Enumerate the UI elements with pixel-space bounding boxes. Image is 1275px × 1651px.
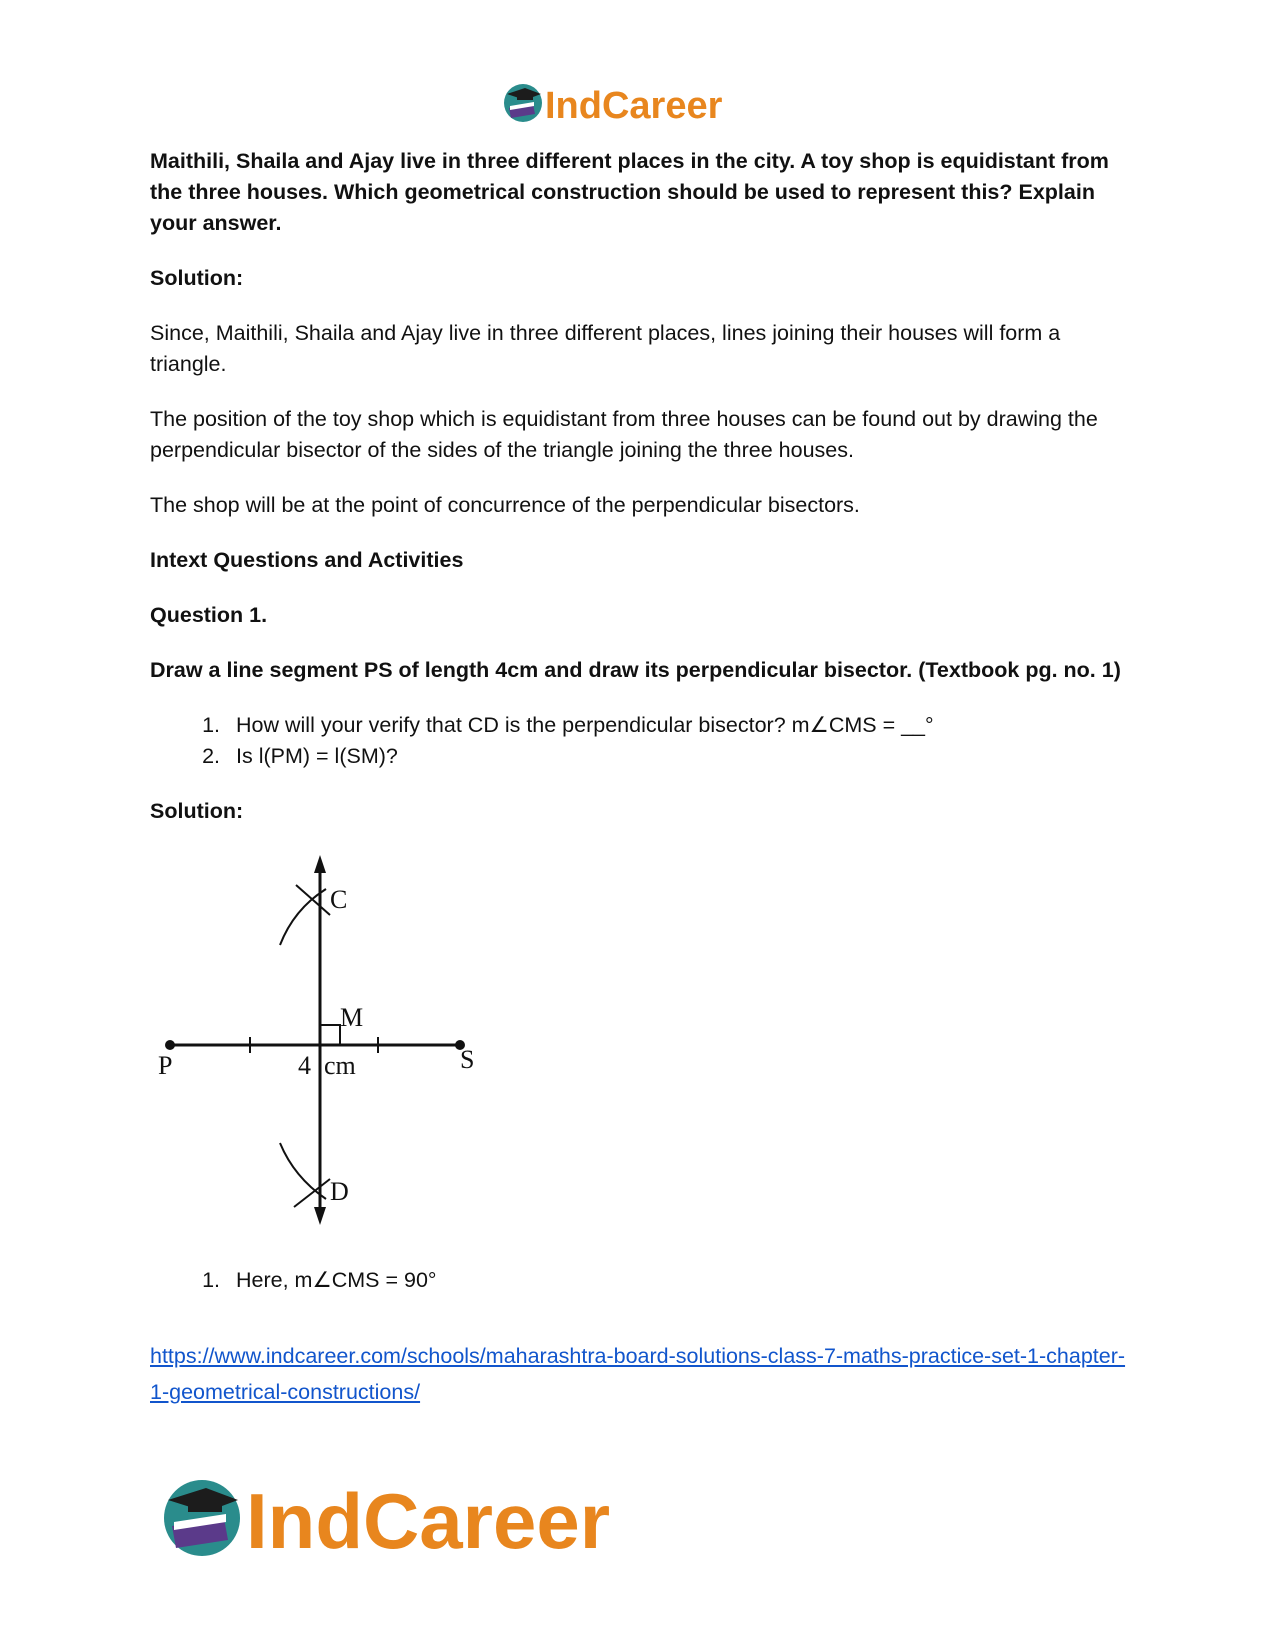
list-item: 1. Here, m∠CMS = 90° (226, 1265, 1130, 1296)
solution-heading: Solution: (150, 266, 244, 290)
answer-list (150, 1265, 1130, 1296)
document-body (150, 146, 1130, 1410)
svg-text:IndCareer: IndCareer (545, 85, 723, 126)
svg-text:IndCareer: IndCareer (246, 1477, 611, 1562)
indcareer-logo-bottom (162, 1472, 702, 1562)
point-c-label: C (330, 885, 348, 914)
question-1-list (150, 710, 1130, 772)
question-1-heading: Question 1. (150, 603, 268, 627)
section-heading: Intext Questions and Activities (150, 548, 464, 572)
length-value-label: 4 (298, 1051, 311, 1080)
source-link[interactable]: https://www.indcareer.com/schools/maharashtra-board-solutions-class-7-maths-practice-set-1-chapter-1-geometrical-constructions/ (150, 1344, 1126, 1404)
perpendicular-bisector-figure (154, 847, 514, 1247)
solution-paragraph-3: The shop will be at the point of concurrence of the perpendicular bisectors. (150, 493, 860, 517)
list-item: 2. Is l(PM) = l(SM)? (226, 741, 1130, 772)
length-unit-label: cm (324, 1051, 356, 1080)
point-m-label: M (340, 1003, 364, 1032)
point-s-label: S (460, 1045, 475, 1074)
question-main: Maithili, Shaila and Ajay live in three different places in the city. A toy shop is equidistant from the three houses. Which geometrical construction should be used to represent this? Explain your answer. (150, 149, 1109, 235)
indcareer-logo-top (503, 80, 773, 126)
question-1-text: Draw a line segment PS of length 4cm and draw its perpendicular bisector. (Textbook pg. no. 1) (150, 658, 1121, 682)
solution-paragraph-2: The position of the toy shop which is equidistant from three houses can be found out by drawing the perpendicular bisector of the sides of the triangle joining the three houses. (150, 407, 1098, 462)
point-d-label: D (330, 1177, 349, 1206)
solution-paragraph-1: Since, Maithili, Shaila and Ajay live in three different places, lines joining their houses will form a triangle. (150, 321, 1061, 376)
point-p-label: P (158, 1051, 173, 1080)
list-item: 1. How will your verify that CD is the perpendicular bisector? m∠CMS = __° (226, 710, 1130, 741)
solution-heading: Solution: (150, 799, 244, 823)
